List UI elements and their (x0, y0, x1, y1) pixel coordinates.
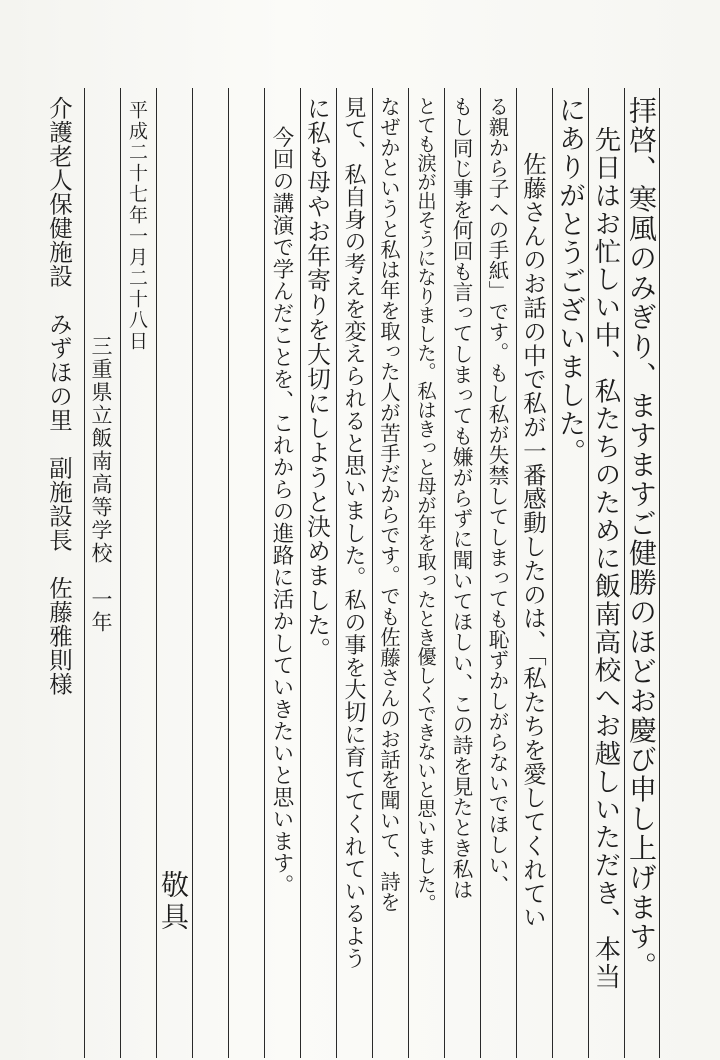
letter-line: る親から子への手紙」です。もし私が失禁してしまっても恥ずかしがらないでほしい、 (485, 96, 509, 896)
sender-school: 三重県立飯南高等学校 一年 (89, 335, 113, 634)
letter-line: に私も母やお年寄りを大切にしようと決めました。 (303, 96, 331, 662)
letter-date: 平成二十七年一月二十八日 (126, 100, 148, 352)
letter-line: もし同じ事を何回も言ってしまっても嫌がらずに聞いてほしい、この詩を見たとき私は (449, 96, 473, 900)
recipient: 介護老人保健施設 みずほの里 副施設長 佐藤雅則様 (45, 96, 73, 696)
letter-line: 見て、私自身の考えを変えられると思いました。私の事を大切に育ててくれているよう (341, 96, 366, 970)
letter-line: 今回の講演で学んだことを、これからの進路に活かしていきたいと思います。 (269, 126, 294, 896)
letter-line: にありがとうございました。 (554, 96, 585, 467)
letter-line: 先日はお忙しい中、私たちのために飯南高校へお越しいただき、本当 (590, 126, 621, 991)
letter-line: 拝啓、寒風のみぎり、ますますご健勝のほどお慶び申し上げます。 (625, 96, 658, 981)
letter-line: 佐藤さんのお話の中で私が一番感動したのは、「私たちを愛してくれてい (519, 152, 547, 929)
letter-line: とても涙が出そうになりました。私はきっと母が年を取ったとき優しくできないと思いました。 (414, 96, 437, 913)
ruled-line (228, 88, 229, 1058)
ruled-line (192, 88, 193, 1058)
ruled-line (659, 88, 660, 1058)
closing-keigu: 敬具 (157, 870, 190, 934)
letter-line: なぜかというと私は年を取った人が苦手だからです。でも佐藤さんのお話を聞いて、詩を (377, 96, 401, 912)
